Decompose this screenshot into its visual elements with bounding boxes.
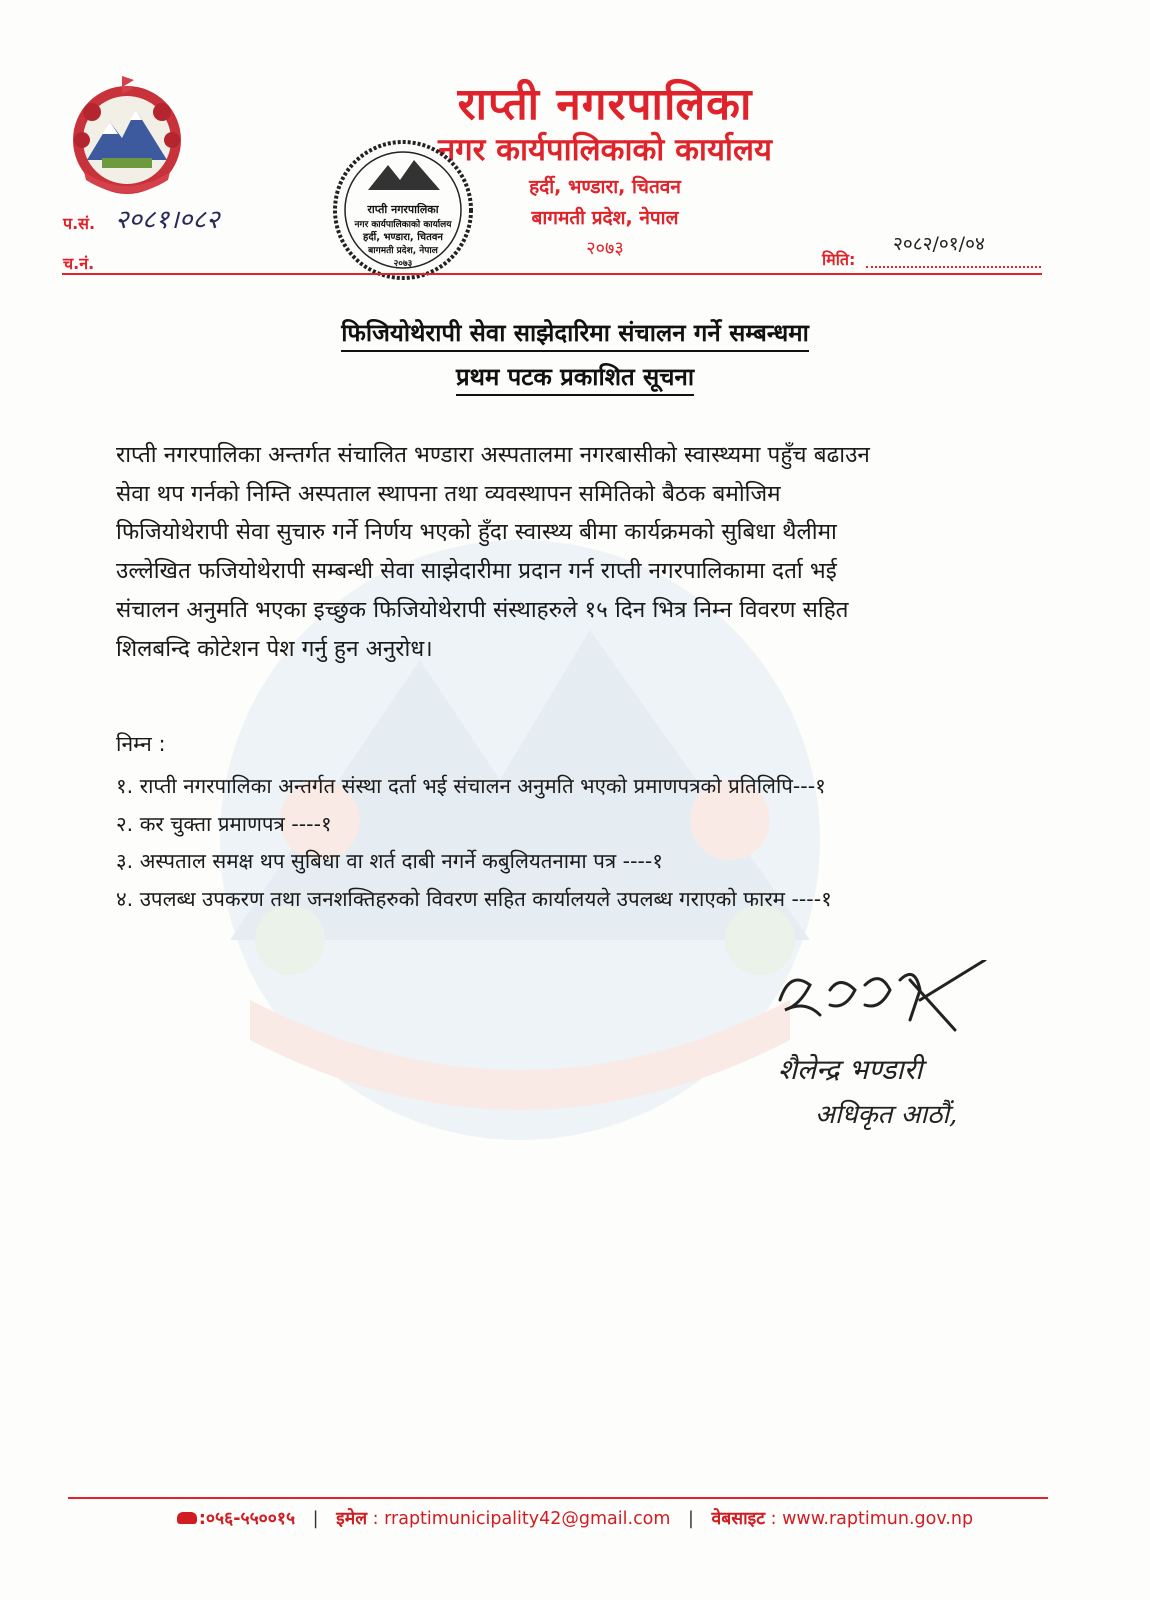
address-line-1: हर्दी, भण्डारा, चितवन — [529, 176, 681, 198]
header-divider — [62, 273, 1042, 275]
notice-title: फिजियोथेरापी सेवा साझेदारिमा संचालन गर्ने सम्बन्धमा — [0, 316, 1150, 349]
paragraph-line: फिजियोथेरापी सेवा सुचारु गर्ने निर्णय भएको हुँदा स्वास्थ्य बीमा कार्यक्रमको सुबिधा थैलीमा — [116, 519, 837, 546]
footer-colon: : — [770, 1509, 783, 1529]
svg-text:२०७३: २०७३ — [393, 259, 413, 269]
footer-phone: :०५६-५५००१५ — [198, 1509, 296, 1529]
ref-number-value: २०८१।०८२ — [115, 205, 220, 235]
footer-email[interactable]: rraptimunicipality42@gmail.com — [384, 1509, 671, 1529]
office-stamp-icon — [328, 135, 478, 285]
svg-text:नगर कार्यपालिकाको कार्यालय: नगर कार्यपालिकाको कार्यालय — [354, 220, 452, 230]
footer-separator: | — [312, 1509, 319, 1529]
footer-website[interactable]: www.raptimun.gov.np — [782, 1509, 974, 1529]
footer-contact — [0, 1506, 1150, 1530]
footer-separator: | — [688, 1509, 694, 1529]
paragraph-line: राप्ती नगरपालिका अन्तर्गत संचालित भण्डारा अस्पतालमा नगरबासीको स्वास्थ्यमा पहुँच बढाउन — [116, 442, 870, 468]
svg-text:हर्दी, भण्डारा, चितवन: हर्दी, भण्डारा, चितवन — [363, 232, 443, 243]
signatory-name: शैलेन्द्र भण्डारी — [778, 1053, 923, 1086]
footer-website-label: वेबसाइट — [711, 1509, 766, 1529]
notice-subtitle: प्रथम पटक प्रकाशित सूचना — [0, 360, 1150, 393]
footer-divider — [68, 1497, 1048, 1499]
svg-text:राप्ती नगरपालिका: राप्ती नगरपालिका — [367, 203, 439, 216]
address-line-2: बागमती प्रदेश, नेपाल — [531, 207, 679, 229]
svg-text:बागमती प्रदेश, नेपाल: बागमती प्रदेश, नेपाल — [368, 246, 438, 256]
org-name: राप्ती नगरपालिका — [457, 79, 753, 130]
paragraph-line: उल्लेखित फजियोथेरापी सम्बन्धी सेवा साझेदारीमा प्रदान गर्न राप्ती नगरपालिकामा दर्ता भई — [116, 558, 837, 585]
footer-colon: : — [372, 1509, 385, 1529]
org-office-name: नगर कार्यपालिकाको कार्यालय — [438, 132, 772, 168]
date-value: २०८२/०१/०४ — [893, 233, 985, 255]
requirements-heading: निम्न : — [116, 732, 166, 756]
footer-email-label: इमेल — [336, 1509, 368, 1529]
requirements-list — [116, 768, 1016, 918]
paragraph-line: संचालन अनुमति भएका इच्छुक फिजियोथेरापी संस्थाहरुले १५ दिन भित्र निम्न विवरण सहित — [116, 596, 849, 623]
list-item: ४. उपलब्ध उपकरण तथा जनशक्तिहरुको विवरण सहित कार्यालयले उपलब्ध गराएको फारम ----१ — [116, 886, 832, 911]
paragraph-line: सेवा थप गर्नको निम्ति अस्पताल स्थापना तथा व्यवस्थापन समितिको बैठक बमोजिम — [116, 480, 781, 507]
phone-icon — [177, 1512, 197, 1524]
list-item: २. कर चुक्ता प्रमाणपत्र ----१ — [116, 811, 332, 836]
ref-number-label: प.सं. — [63, 214, 96, 233]
signatory-designation: अधिकृत आठौं, — [815, 1100, 958, 1130]
list-item: १. राप्ती नगरपालिका अन्तर्गत संस्था दर्ता भई संचालन अनुमति भएको प्रमाणपत्रको प्रतिलिपि---१ — [116, 774, 826, 798]
date-label: मिति: — [822, 250, 856, 269]
established-year: २०७३ — [586, 238, 624, 259]
dispatch-number-label: च.नं. — [63, 254, 95, 273]
notice-paragraph — [116, 436, 1016, 668]
list-item: ३. अस्पताल समक्ष थप सुबिधा वा शर्त दाबी नगर्ने कबुलियतनामा पत्र ----१ — [116, 849, 663, 873]
paragraph-line: शिलबन्दि कोटेशन पेश गर्नु हुन अनुरोध। — [116, 635, 433, 662]
